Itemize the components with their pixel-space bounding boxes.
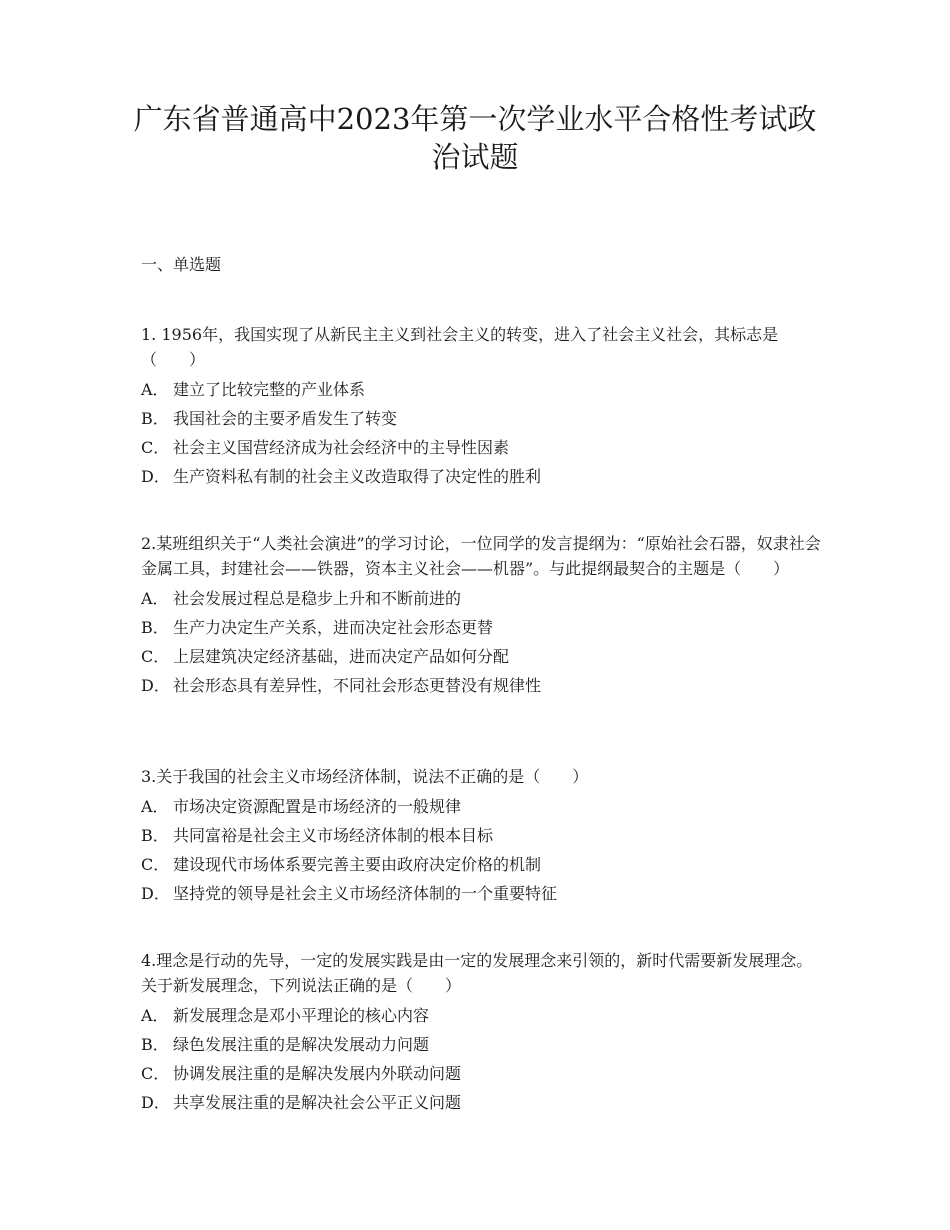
exam-title: 广东省普通高中2023年第一次学业水平合格性考试政治试题 xyxy=(133,102,817,174)
option-letter: D． xyxy=(141,467,170,486)
option-b xyxy=(141,613,821,642)
option-letter: C． xyxy=(141,855,170,874)
question-stem: 3.关于我国的社会主义市场经济体制，说法不正确的是（ ） xyxy=(141,767,589,786)
option-text: 社会发展过程总是稳步上升和不断前进的 xyxy=(173,589,462,608)
option-d xyxy=(141,1088,821,1117)
option-letter: A． xyxy=(141,1006,169,1025)
question-1 xyxy=(141,322,821,491)
option-letter: C． xyxy=(141,647,170,666)
option-text: 协调发展注重的是解决发展内外联动问题 xyxy=(173,1064,462,1083)
option-c xyxy=(141,433,821,462)
option-text: 市场决定资源配置是市场经济的一般规律 xyxy=(173,797,462,816)
option-b xyxy=(141,821,821,850)
option-text: 新发展理念是邓小平理论的核心内容 xyxy=(173,1006,430,1025)
option-letter: B． xyxy=(141,618,169,637)
option-text: 建立了比较完整的产业体系 xyxy=(173,380,366,399)
question-4 xyxy=(141,948,821,1117)
option-list xyxy=(141,584,821,700)
option-list xyxy=(141,375,821,491)
option-text: 社会主义国营经济成为社会经济中的主导性因素 xyxy=(173,438,510,457)
option-d xyxy=(141,879,821,908)
option-text: 生产力决定生产关系，进而决定社会形态更替 xyxy=(173,618,494,637)
option-text: 社会形态具有差异性，不同社会形态更替没有规律性 xyxy=(173,676,542,695)
option-text: 生产资料私有制的社会主义改造取得了决定性的胜利 xyxy=(173,467,542,486)
question-stem: 2.某班组织关于“人类社会演进”的学习讨论，一位同学的发言提纲为：“原始社会石器，奴隶社会金属工具，封建社会——铁器，资本主义社会——机器”。与此提纲最契合的主题是（ ） xyxy=(141,534,821,578)
section-heading: 一、单选题 xyxy=(141,255,222,274)
option-letter: B． xyxy=(141,1035,169,1054)
option-c xyxy=(141,642,821,671)
option-text: 坚持党的领导是社会主义市场经济体制的一个重要特征 xyxy=(173,884,558,903)
option-list xyxy=(141,792,821,908)
option-text: 共享发展注重的是解决社会公平正义问题 xyxy=(173,1093,462,1112)
option-c xyxy=(141,850,821,879)
option-a xyxy=(141,792,821,821)
option-d xyxy=(141,462,821,491)
option-list xyxy=(141,1001,821,1117)
option-c xyxy=(141,1059,821,1088)
question-stem: 4.理念是行动的先导，一定的发展实践是由一定的发展理念来引领的，新时代需要新发展理念。关于新发展理念，下列说法正确的是（ ） xyxy=(141,951,813,995)
option-b xyxy=(141,404,821,433)
question-3 xyxy=(141,764,821,908)
option-a xyxy=(141,375,821,404)
option-letter: D． xyxy=(141,676,170,695)
option-text: 建设现代市场体系要完善主要由政府决定价格的机制 xyxy=(173,855,542,874)
option-letter: C． xyxy=(141,1064,170,1083)
option-a xyxy=(141,1001,821,1030)
option-letter: B． xyxy=(141,409,169,428)
option-text: 上层建筑决定经济基础，进而决定产品如何分配 xyxy=(173,647,510,666)
option-d xyxy=(141,671,821,700)
option-letter: C． xyxy=(141,438,170,457)
option-letter: D． xyxy=(141,884,170,903)
option-letter: A． xyxy=(141,589,169,608)
option-text: 绿色发展注重的是解决发展动力问题 xyxy=(173,1035,430,1054)
option-letter: D． xyxy=(141,1093,170,1112)
option-a xyxy=(141,584,821,613)
option-letter: A． xyxy=(141,380,169,399)
question-stem: 1. 1956年，我国实现了从新民主主义到社会主义的转变，进入了社会主义社会，其标志是（ ） xyxy=(141,325,779,369)
option-b xyxy=(141,1030,821,1059)
option-text: 共同富裕是社会主义市场经济体制的根本目标 xyxy=(173,826,494,845)
option-letter: A． xyxy=(141,797,169,816)
option-text: 我国社会的主要矛盾发生了转变 xyxy=(173,409,398,428)
question-2 xyxy=(141,531,821,700)
option-letter: B． xyxy=(141,826,169,845)
